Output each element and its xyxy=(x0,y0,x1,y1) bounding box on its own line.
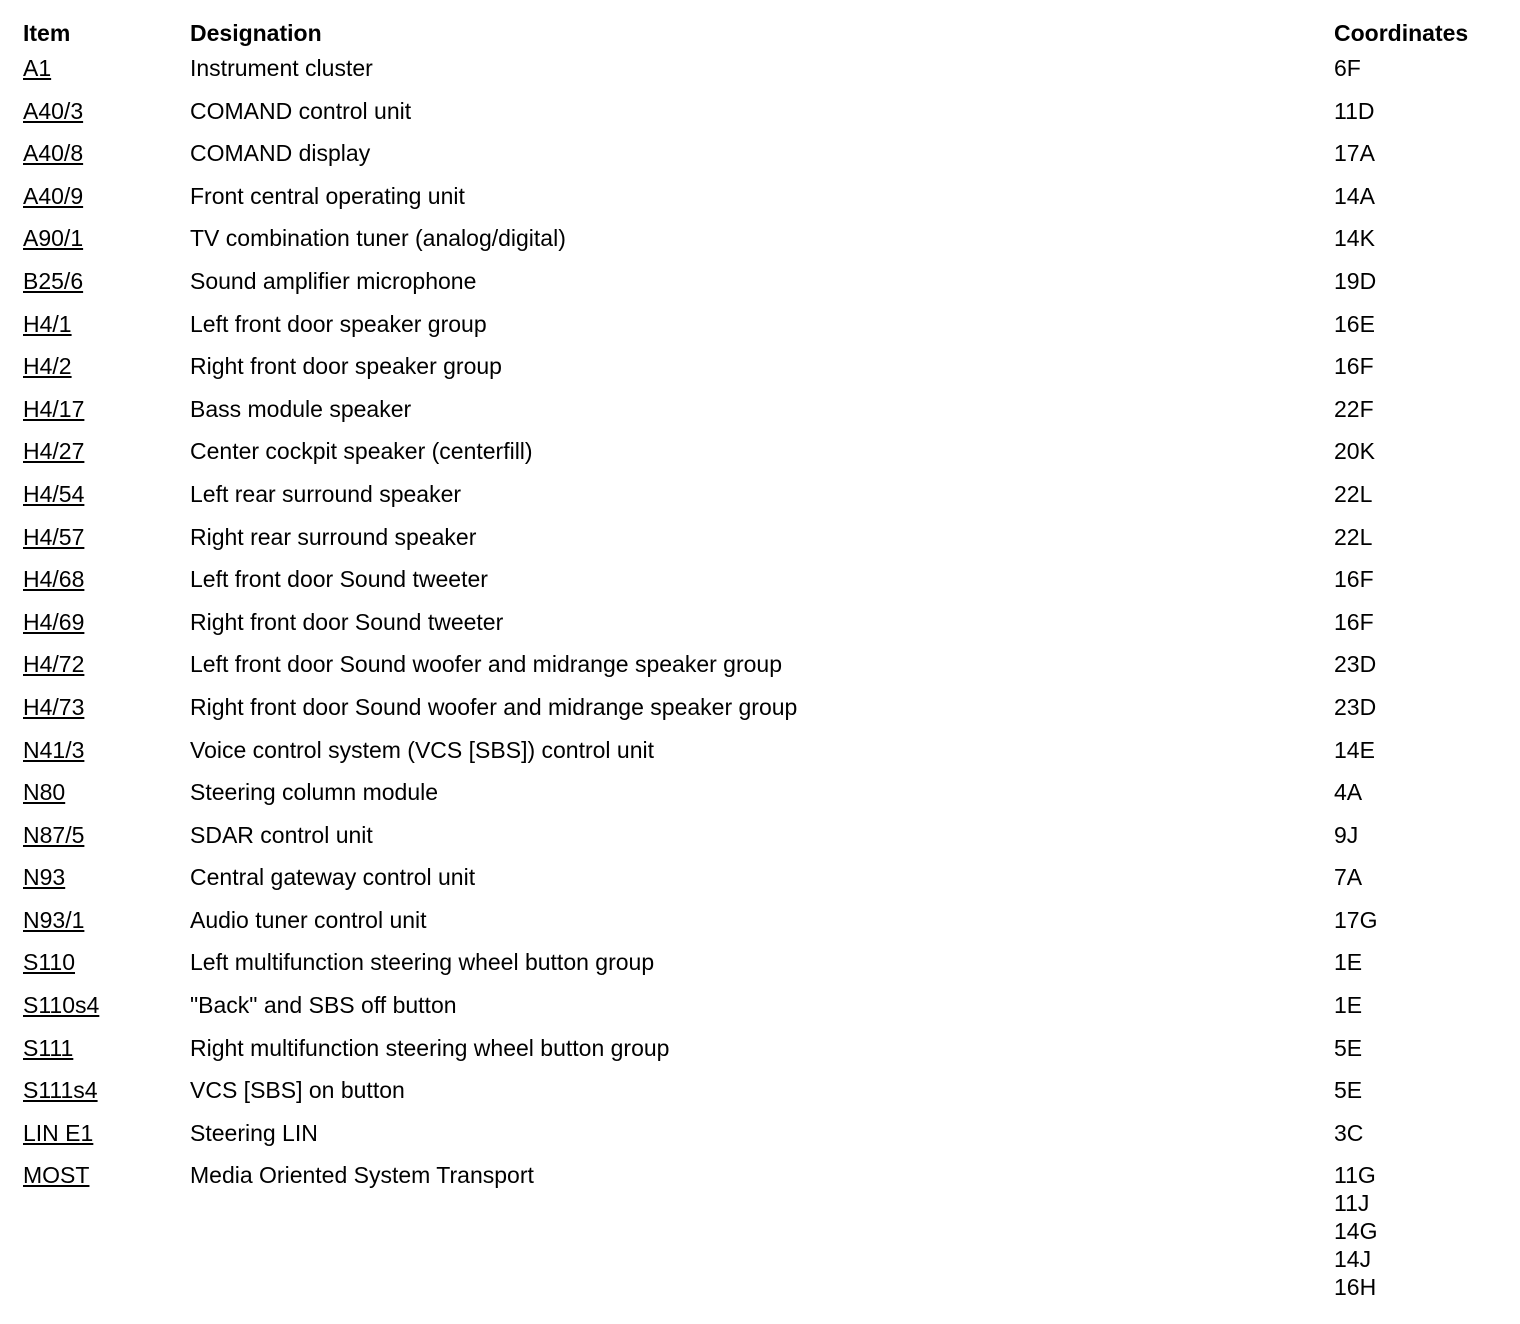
item-cell xyxy=(0,771,190,814)
designation-cell: Bass module speaker xyxy=(190,395,412,422)
header-row xyxy=(0,0,1520,47)
designation-cell: VCS [SBS] on button xyxy=(190,1077,405,1104)
item-cell xyxy=(0,516,190,559)
coordinate-value: 19D xyxy=(1334,267,1377,294)
table-row xyxy=(0,686,1520,729)
item-link[interactable]: H4/73 xyxy=(23,693,85,720)
item-cell xyxy=(0,473,190,516)
table-row xyxy=(0,303,1520,346)
coordinate-value: 16H xyxy=(1334,1274,1377,1301)
coordinates-cell xyxy=(1334,984,1520,1027)
coordinate-value: 16F xyxy=(1334,608,1374,635)
coordinates-cell xyxy=(1334,558,1520,601)
designation-cell: Right front door Sound woofer and midrange speaker group xyxy=(190,693,798,720)
coordinate-value: 11D xyxy=(1334,97,1375,124)
coordinate-value: 22F xyxy=(1334,395,1374,422)
item-cell xyxy=(0,686,190,729)
designation-cell: Right multifunction steering wheel button group xyxy=(190,1034,670,1061)
table-row xyxy=(0,388,1520,431)
coordinates-cell xyxy=(1334,856,1520,899)
coordinate-value: 23D xyxy=(1334,651,1377,678)
item-cell xyxy=(0,345,190,388)
item-link[interactable]: H4/2 xyxy=(23,353,72,380)
table-row xyxy=(0,1027,1520,1070)
designation-cell: TV combination tuner (analog/digital) xyxy=(190,225,566,252)
coordinate-value: 9J xyxy=(1334,821,1359,848)
coordinates-cell xyxy=(1334,303,1520,346)
table-row xyxy=(0,90,1520,133)
coordinates-cell xyxy=(1334,473,1520,516)
table-row xyxy=(0,643,1520,686)
item-cell xyxy=(0,1112,190,1155)
item-link[interactable]: A90/1 xyxy=(23,225,84,252)
coordinates-cell xyxy=(1334,345,1520,388)
coordinates-cell xyxy=(1334,47,1520,90)
coordinate-value: 3C xyxy=(1334,1119,1364,1146)
item-cell xyxy=(0,643,190,686)
coordinate-value: 23D xyxy=(1334,693,1377,720)
item-cell xyxy=(0,217,190,260)
coordinates-cell xyxy=(1334,1154,1520,1305)
item-cell xyxy=(0,90,190,133)
coordinate-value: 14G xyxy=(1334,1218,1378,1245)
item-link[interactable]: A40/9 xyxy=(23,182,84,209)
coordinate-value: 16E xyxy=(1334,310,1375,337)
coordinates-cell xyxy=(1334,1069,1520,1112)
header-coordinates: Coordinates xyxy=(1334,20,1469,46)
coordinate-value: 4A xyxy=(1334,779,1363,806)
designation-cell: COMAND display xyxy=(190,140,371,167)
coordinate-value: 22L xyxy=(1334,523,1373,550)
coordinates-cell xyxy=(1334,260,1520,303)
coordinate-value: 14A xyxy=(1334,182,1375,209)
designation-cell: Sound amplifier microphone xyxy=(190,267,477,294)
table-row xyxy=(0,899,1520,942)
designation-cell: COMAND control unit xyxy=(190,97,412,124)
coordinate-value: 17G xyxy=(1334,906,1378,933)
item-cell xyxy=(0,814,190,857)
coordinates-cell xyxy=(1334,430,1520,473)
item-link[interactable]: MOST xyxy=(23,1162,90,1189)
item-cell xyxy=(0,175,190,218)
designation-cell: Steering LIN xyxy=(190,1119,318,1146)
item-cell xyxy=(0,430,190,473)
coordinates-cell xyxy=(1334,90,1520,133)
coordinate-value: 6F xyxy=(1334,55,1361,81)
coordinate-value: 1E xyxy=(1334,992,1363,1019)
table-row xyxy=(0,1069,1520,1112)
coordinates-cell xyxy=(1334,643,1520,686)
coordinate-value: 20K xyxy=(1334,438,1375,465)
item-link[interactable]: H4/72 xyxy=(23,651,85,678)
item-link[interactable]: A1 xyxy=(23,55,52,81)
designation-cell: Front central operating unit xyxy=(190,182,465,209)
designation-cell: Steering column module xyxy=(190,779,439,806)
table-row xyxy=(0,473,1520,516)
item-link[interactable]: N80 xyxy=(23,779,66,806)
designation-cell: Central gateway control unit xyxy=(190,864,476,891)
item-link[interactable]: N87/5 xyxy=(23,821,85,848)
coordinates-cell xyxy=(1334,175,1520,218)
table-row xyxy=(0,47,1520,90)
table-row xyxy=(0,814,1520,857)
coordinate-value: 5E xyxy=(1334,1034,1363,1061)
legend-body xyxy=(0,47,1520,1305)
item-cell xyxy=(0,856,190,899)
table-row xyxy=(0,260,1520,303)
designation-cell: Instrument cluster xyxy=(190,55,373,81)
coordinate-value: 16F xyxy=(1334,353,1374,380)
item-cell xyxy=(0,601,190,644)
item-link[interactable]: H4/69 xyxy=(23,608,85,635)
coordinate-value: 11G xyxy=(1334,1162,1376,1189)
table-row xyxy=(0,516,1520,559)
coordinate-value: 7A xyxy=(1334,864,1363,891)
coordinates-cell xyxy=(1334,601,1520,644)
designation-cell: Center cockpit speaker (centerfill) xyxy=(190,438,533,465)
coordinates-cell xyxy=(1334,941,1520,984)
designation-cell: Media Oriented System Transport xyxy=(190,1162,534,1189)
coordinate-value: 5E xyxy=(1334,1077,1363,1104)
item-link[interactable]: A40/8 xyxy=(23,140,84,167)
coordinates-cell xyxy=(1334,217,1520,260)
item-cell xyxy=(0,941,190,984)
designation-cell: Left rear surround speaker xyxy=(190,480,462,507)
designation-cell: Audio tuner control unit xyxy=(190,906,427,933)
table-row xyxy=(0,175,1520,218)
item-cell xyxy=(0,1027,190,1070)
table-row xyxy=(0,430,1520,473)
item-link[interactable]: N93 xyxy=(23,864,66,891)
table-row xyxy=(0,729,1520,772)
item-cell xyxy=(0,899,190,942)
header-designation: Designation xyxy=(190,20,322,46)
coordinates-cell xyxy=(1334,1112,1520,1155)
item-link[interactable]: S111 xyxy=(23,1034,74,1061)
coordinates-cell xyxy=(1334,771,1520,814)
item-link[interactable]: H4/54 xyxy=(23,480,85,507)
table-row xyxy=(0,1112,1520,1155)
item-cell xyxy=(0,984,190,1027)
item-link[interactable]: S111s4 xyxy=(23,1077,98,1104)
table-row xyxy=(0,856,1520,899)
table-row xyxy=(0,1154,1520,1305)
coordinates-cell xyxy=(1334,1027,1520,1070)
coordinate-value: 16F xyxy=(1334,566,1374,593)
coordinates-cell xyxy=(1334,899,1520,942)
item-cell xyxy=(0,388,190,431)
designation-cell: Right front door Sound tweeter xyxy=(190,608,504,635)
item-link[interactable]: LIN E1 xyxy=(23,1119,94,1146)
table-row xyxy=(0,217,1520,260)
designation-cell: "Back" and SBS off button xyxy=(190,992,457,1019)
coordinates-cell xyxy=(1334,729,1520,772)
item-link[interactable]: H4/68 xyxy=(23,566,85,593)
item-link[interactable]: H4/1 xyxy=(23,310,72,337)
item-cell xyxy=(0,132,190,175)
coordinate-value: 22L xyxy=(1334,480,1373,507)
item-cell xyxy=(0,303,190,346)
coordinates-cell xyxy=(1334,516,1520,559)
item-cell xyxy=(0,729,190,772)
item-cell xyxy=(0,260,190,303)
table-row xyxy=(0,941,1520,984)
item-link[interactable]: N93/1 xyxy=(23,906,85,933)
item-link[interactable]: S110 xyxy=(23,949,76,976)
table-row xyxy=(0,984,1520,1027)
coordinate-value: 17A xyxy=(1334,140,1375,167)
table-row xyxy=(0,345,1520,388)
item-link[interactable]: B25/6 xyxy=(23,267,84,294)
coordinate-value: 1E xyxy=(1334,949,1363,976)
table-row xyxy=(0,601,1520,644)
item-link[interactable]: H4/17 xyxy=(23,395,85,422)
item-cell xyxy=(0,1154,190,1305)
coordinate-value: 11J xyxy=(1334,1190,1370,1217)
table-row xyxy=(0,558,1520,601)
designation-cell: Right front door speaker group xyxy=(190,353,502,380)
coordinate-value: 14K xyxy=(1334,225,1375,252)
item-link[interactable]: S110s4 xyxy=(23,992,100,1019)
coordinates-cell xyxy=(1334,814,1520,857)
item-cell xyxy=(0,558,190,601)
designation-cell: Left front door Sound woofer and midrange speaker group xyxy=(190,651,782,678)
item-cell xyxy=(0,47,190,90)
item-cell xyxy=(0,1069,190,1112)
coordinates-cell xyxy=(1334,132,1520,175)
coordinate-value: 14J xyxy=(1334,1246,1372,1273)
designation-cell: Left front door Sound tweeter xyxy=(190,566,488,593)
table-row xyxy=(0,132,1520,175)
header-item: Item xyxy=(23,20,71,46)
coordinates-cell xyxy=(1334,388,1520,431)
item-link[interactable]: H4/27 xyxy=(23,438,85,465)
item-link[interactable]: A40/3 xyxy=(23,97,84,124)
designation-cell: Left front door speaker group xyxy=(190,310,487,337)
designation-cell: SDAR control unit xyxy=(190,821,373,848)
designation-cell: Right rear surround speaker xyxy=(190,523,477,550)
coordinate-value: 14E xyxy=(1334,736,1375,763)
item-link[interactable]: H4/57 xyxy=(23,523,85,550)
item-link[interactable]: N41/3 xyxy=(23,736,85,763)
designation-cell: Voice control system (VCS [SBS]) control unit xyxy=(190,736,655,763)
table-row xyxy=(0,771,1520,814)
designation-cell: Left multifunction steering wheel button group xyxy=(190,949,655,976)
coordinates-cell xyxy=(1334,686,1520,729)
